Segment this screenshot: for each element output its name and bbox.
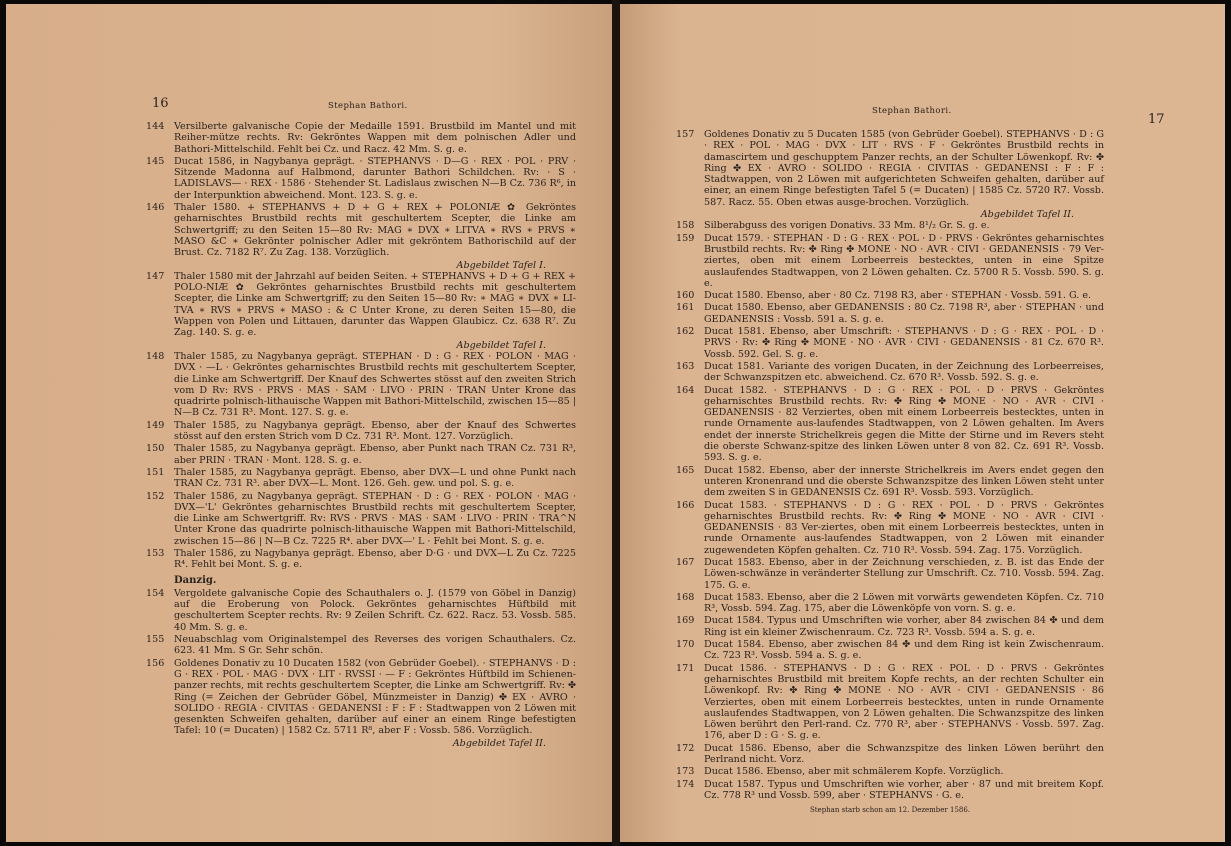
catalog-entry <box>676 743 1104 766</box>
entry-number: 170 <box>676 639 695 651</box>
entry-number: 150 <box>146 443 165 455</box>
entry-number: 145 <box>146 155 165 167</box>
catalog-entry <box>146 491 576 547</box>
entry-number: 156 <box>146 657 165 669</box>
entry-number: 173 <box>676 766 695 778</box>
entry-number: 161 <box>676 302 695 314</box>
entry-text: Versilberte galvanische Copie der Medaille 1591. Brustbild im Mantel und mit Reiher-mütze rechts. Rv: Gekröntes Wappen mit dem polnischen Adler und Bathori-Mittelschild. Fehlt bei Cz. und Racz. 42 Mm. S. g. e. <box>174 121 576 155</box>
entry-text: Vergoldete galvanische Copie des Schauthalers o. J. (1579 von Göbel in Danzig) auf die Eroberung von Polock. Gekröntes geharnischtes Hüftbild mit geschultertem Scepter rechts. Rv: 9 Zeilen Schrift. Cz. 622. Racz. 53. Vossb. 585. 40 Mm. S. g. e. <box>174 587 576 633</box>
entry-number: 160 <box>676 290 695 302</box>
entry-text: Ducat 1582. Ebenso, aber der innerste Strichelkreis im Avers endet gegen den unteren Kronenrand und die oberste Schwanzspitze des linken Löwen steht unter dem zweiten S in GEDANENSIS Cz. 691 R³. Vossb. 593. Vorzüglich. <box>704 464 1104 499</box>
entry-text: Ducat 1586. · STEPHANVS · D : G · REX · POL · D · PRVS · Gekröntes geharnischtes Brustbild mit breitem Kopfe rechts, an der rechten Schulter ein Löwenkopf. Rv: ✤ Ring ✤ MONE · NO · AVR · CIVI · GEDANENSIS · 86 Verziertes, oben mit einem Lorbeerreis bestecktes, unten in runde Ornamente auslaufendes Stadtwappen, von 2 Löwen gehalten. Die Schwanzspitze des linken Löwen berührt den Perl-rand. Cz. 770 R³, aber · STEPHANVS · Vossb. 597. Zag. 176, aber D : G · S. g. e. <box>704 662 1104 742</box>
catalog-entry <box>676 779 1104 802</box>
entry-text: Goldenes Donativ zu 10 Ducaten 1582 (von Gebrüder Goebel). · STEPHANVS · D : G · REX · POL · MAG · DVX · LIT · RVSSI · — F : Gekröntes Hüftbild im Schienen-panzer rechts, mit rechts geschultertem Scepter, die Linke am Schwertgriff. Rv: ✤ Ring (= Zeichen der Gebrüder Göbel, Münzmeister in Danzig) ✤ EX · AVRO · SOLIDO · REGIA · CIVITAS · GEDANENSI : F : F : Stadtwappen von 2 Löwen mit gesenkten Schweifen gehalten, darüber auf einer an einem Ringe befestigten Tafel: 10 (= Ducaten) | 1582 Cz. 5711 R⁸, aber F : Vossb. 586. Vorzüglich. <box>174 657 576 737</box>
entry-number: 155 <box>146 634 165 646</box>
plate-reference: Abgebildet Tafel I. <box>456 339 546 351</box>
catalog-entry <box>146 202 576 258</box>
catalog-entry <box>676 326 1104 360</box>
entry-text: Ducat 1586. Ebenso, aber die Schwanzspitze des linken Löwen berührt den Perlrand nicht. Vorz. <box>704 742 1104 766</box>
entry-text: Silberabguss des vorigen Donativs. 33 Mm. 8¹/₂ Gr. S. g. e. <box>704 220 990 232</box>
catalog-entry <box>676 592 1104 615</box>
book-gutter <box>612 0 620 846</box>
catalog-entry <box>676 385 1104 464</box>
catalog-entry <box>146 658 576 737</box>
entry-number: 151 <box>146 466 165 478</box>
catalog-entry <box>676 639 1104 662</box>
entry-number: 146 <box>146 202 165 214</box>
plate-reference: Abgebildet Tafel II. <box>452 737 546 749</box>
entry-text: Thaler 1586, zu Nagybanya geprägt. STEPHAN · D : G · REX · POLON · MAG · DVX—'L' Gekröntes geharnischtes Brustbild rechts mit geschultertem Scepter, die Linke am Schwertgriff. Rv: RVS · PRVS · MAS · SAM · LIVO · PRIN · TRA^N Unter Krone das quadrirte polnisch-lithauische Wappen mit Bathori-Mittelschild, zwischen 15—86 | N—B Cz. 7225 R⁴. aber DVX—' L · Fehlt bei Mont. S. g. e. <box>174 490 576 547</box>
entry-text: Neuabschlag vom Originalstempel des Reverses des vorigen Schauthalers. Cz. 623. 41 Mm. S Gr. Sehr schön. <box>174 634 576 657</box>
catalog-entry <box>146 121 576 155</box>
entry-number: 167 <box>676 556 695 568</box>
entry-text: Thaler 1585, zu Nagybanya geprägt. Ebenso, aber der Knauf des Schwertes stösst auf den ersten Strich vom D Cz. 731 R³. Mont. 127. Vorzüglich. <box>174 419 576 443</box>
catalog-entry <box>146 271 576 339</box>
entry-text: Ducat 1583. Ebenso, aber die 2 Löwen mit vorwärts gewendeten Köpfen. Cz. 710 R³, Vossb. 594. Zag. 175, aber die Löwenköpfe von vorn. S. g. e. <box>704 591 1104 615</box>
catalog-column <box>676 129 1104 817</box>
entry-number: 148 <box>146 350 165 362</box>
entry-number: 158 <box>676 220 695 232</box>
entry-number: 149 <box>146 419 165 431</box>
running-head: Stephan Bathori. <box>872 106 952 116</box>
catalog-entry <box>676 766 1104 777</box>
catalog-column <box>146 121 576 749</box>
catalog-entry <box>676 290 1104 301</box>
entry-number: 164 <box>676 384 695 396</box>
entry-text: Ducat 1586, in Nagybanya geprägt. · STEPHANVS · D—G · REX · POL · PRV · Sitzende Madonna auf Halbmond, darunter Bathori Schildchen. Rv: · S · LADISLAVS— · REX · 1586 · Stehender St. Ladislaus zwischen N—B Cz. 736 R⁶, in der Interpunktion abweichend. Mont. 123. S. g. e. <box>174 155 576 201</box>
catalog-entry <box>146 351 576 419</box>
entry-number: 152 <box>146 490 165 502</box>
catalog-entry <box>146 156 576 201</box>
entry-number: 165 <box>676 464 695 476</box>
plate-reference: Abgebildet Tafel II. <box>980 209 1074 221</box>
entry-text: Ducat 1586. Ebenso, aber mit schmälerem Kopfe. Vorzüglich. <box>704 766 1004 778</box>
plate-reference: Abgebildet Tafel I. <box>456 259 546 271</box>
footnote: Stephan starb schon am 12. Dezember 1586. <box>809 806 971 815</box>
page-number: 17 <box>1148 112 1165 127</box>
entry-number: 157 <box>676 129 695 140</box>
left-page <box>6 4 612 842</box>
entry-text: Thaler 1580 mit der Jahrzahl auf beiden Seiten. + STEPHANVS + D + G + REX + POLO-NIÆ ✿ Gekröntes geharnischtes Brustbild rechts mit geschultertem Scepter, die Linke am Schwertgriff; zu den Seiten 15—80 Rv: ∗ MAG ∗ DVX ∗ LI-TVA ∗ RVS ∗ PRVS ∗ MASO : & C Unter Krone, zu deren Seiten 15—80, die Wappen von Polen und Littauen, darunter das Wappen Glaubicz. Cz. 638 R⁷. Zu Zag. 140. S. g. e. <box>174 270 576 339</box>
entry-text: Thaler 1585, zu Nagybanya geprägt. STEPHAN · D : G · REX · POLON · MAG · DVX · —L · Gekröntes geharnischtes Brustbild rechts mit geschultertem Scepter, die Linke am Schwertgriff. Der Knauf des Schwertes stösst auf den zweiten Strich vom D Rv: RVS · PRVS · MAS · SAM · LIVO · PRIN · TRAN Unter Krone das quadrirte polnisch-lithauische Wappen mit Bathori-Mittelschild, zwischen 15—85 | N—B Cz. 731 R³. Mont. 127. S. g. e. <box>174 350 576 419</box>
entry-number: 166 <box>676 499 695 511</box>
catalog-entry <box>146 634 576 657</box>
entry-text: Ducat 1583. · STEPHANVS · D : G · REX · POL · D · PRVS · Gekröntes geharnischtes Brustbild rechts. Rv: ✤ Ring ✤ MONE · NO · AVR · CIVI · GEDANENSIS · 83 Ver-ziertes, oben mit einem Lorbeerreis bestecktes, unten in runde Ornamente aus-laufendes Stadtwappen, von 2 Löwen mit einander zugewendeten Köpfen gehalten. Cz. 710 R³. Vossb. 594. Zag. 175. Vorzüglich. <box>704 499 1104 556</box>
entry-text: Ducat 1581. Ebenso, aber Umschrift: · STEPHANVS · D : G · REX · POL · D · PRVS · Rv: ✤ Ring ✤ MONE · NO · AVR · CIVI · GEDANENSIS · 81 Cz. 670 R³. Vossb. 592. Gel. S. g. e. <box>704 326 1104 360</box>
entry-text: Thaler 1585, zu Nagybanya geprägt. Ebenso, aber Punkt nach TRAN Cz. 731 R³, aber PRIN · TRAN · Mont. 128. S. g. e. <box>174 443 576 466</box>
entry-number: 171 <box>676 662 695 674</box>
catalog-entry <box>676 220 1104 231</box>
catalog-entry <box>676 663 1104 742</box>
entry-number: 144 <box>146 121 165 132</box>
entry-number: 162 <box>676 326 695 338</box>
catalog-entry <box>146 420 576 443</box>
catalog-entry <box>676 302 1104 325</box>
catalog-entry <box>146 588 576 633</box>
entry-text: Thaler 1585, zu Nagybanya geprägt. Ebenso, aber DVX—L und ohne Punkt nach TRAN Cz. 731 R³. aber DVX—L. Mont. 126. Geh. gew. und pol. S. g. e. <box>174 466 576 490</box>
catalog-entry <box>146 443 576 466</box>
catalog-entry <box>676 500 1104 556</box>
entry-number: 168 <box>676 591 695 603</box>
page-number: 16 <box>152 96 169 111</box>
entry-text: Ducat 1579. · STEPHAN · D : G · REX · POL · D · PRVS · Gekröntes geharnischtes Brustbild rechts. Rv: ✤ Ring ✤ MONE · NO · AVR · CIVI · GEDANENSIS · 79 Ver-ziertes, oben mit einem Lorbeerreis bestecktes, unten in eine Spitze auslaufendes Stadtwappen, von 2 Löwen gehalten. Cz. 5700 R 5. Vossb. 590. S. g. e. <box>704 232 1104 289</box>
entry-text: Ducat 1581. Variante des vorigen Ducaten, in der Zeichnung des Lorbeerreises, der Schwanzspitzen etc. abweichend. Cz. 670 R³. Vossb. 592. S. g. e. <box>704 360 1104 384</box>
right-page <box>620 4 1225 842</box>
entry-text: Thaler 1580. + STEPHANVS + D + G + REX + POLONIÆ ✿ Gekröntes geharnischtes Brustbild rechts mit geschultertem Scepter, die Linke am Schwertgriff; zu den Seiten 15—80 Rv: MAG ∗ DVX ∗ LITVA ∗ RVS ∗ PRVS ∗ MASO &C ∗ Gekrönter polnischer Adler mit gekröntem Bathorischild auf der Brust. Cz. 7182 R⁷. Zu Zag. 138. Vorzüglich. <box>174 202 576 259</box>
section-heading: Danzig. <box>174 574 217 586</box>
entry-text: Ducat 1587. Typus und Umschriften wie vorher, aber · 87 und mit breitem Kopf. Cz. 778 R³ und Vossb. 599, aber · STEPHANVS · G. e. <box>704 778 1104 801</box>
catalog-entry <box>146 548 576 571</box>
entry-text: Thaler 1586, zu Nagybanya geprägt. Ebenso, aber D·G · und DVX—L Zu Cz. 7225 R⁴. Fehlt bei Mont. S. g. e. <box>174 547 576 571</box>
entry-text: Ducat 1580. Ebenso, aber GEDANENSIS : 80 Cz. 7198 R³, aber · STEPHAN · und GEDANENSIS : Vossb. 591 a. S. g. e. <box>704 302 1104 325</box>
entry-number: 163 <box>676 360 695 372</box>
catalog-entry <box>676 361 1104 384</box>
entry-number: 153 <box>146 547 165 559</box>
entry-number: 154 <box>146 587 165 599</box>
catalog-entry <box>676 129 1104 208</box>
catalog-entry <box>676 465 1104 499</box>
catalog-entry <box>676 233 1104 289</box>
entry-text: Ducat 1580. Ebenso, aber · 80 Cz. 7198 R3, aber · STEPHAN · Vossb. 591. G. e. <box>704 290 1092 302</box>
catalog-entry <box>676 615 1104 638</box>
entry-number: 172 <box>676 742 695 754</box>
entry-text: Goldenes Donativ zu 5 Ducaten 1585 (von Gebrüder Goebel). STEPHANVS · D : G · REX · POL · MAG · DVX · LIT · RVS · F · Gekröntes Brustbild rechts in damascirtem und geschupptem Panzer rechts, an der Schulter Löwenkopf. Rv: ✤ Ring ✤ EX · AVRO · SOLIDO · REGIA · CIVITAS · GEDANENSI : F : F : Stadtwappen, von 2 Löwen mit aufgerichteten Schweifen gehalten, darüber auf einer, an einem Ringe befestigten Tafel 5 (= Ducaten) | 1585 Cz. 5720 R7. Vossb. 587. Racz. 55. Oben etwas ausge-brochen. Vorzüglich. <box>704 129 1104 208</box>
running-head: Stephan Bathori. <box>328 101 408 111</box>
entry-text: Ducat 1582. · STEPHANVS · D : G · REX · POL · D · PRVS · Gekröntes geharnischtes Brustbild rechts. Rv: ✤ Ring ✤ MONE · NO · AVR · CIVI · GEDANENSIS · 82 Verziertes, oben mit einem Lorbeerreis bestecktes, unten in runde Ornamente aus-laufendes Stadtwappen, von 2 Löwen gehalten. Im Avers endet der innerste Strichelkreis gegen die Mitte der Stirne und im Revers steht die oberste Schwanz-spitze des linken Löwen unter 8 von 82. Cz. 691 R³. Vossb. 593. S. g. e. <box>704 384 1104 464</box>
catalog-entry <box>676 557 1104 591</box>
entry-number: 147 <box>146 270 165 282</box>
entry-number: 169 <box>676 615 695 627</box>
entry-text: Ducat 1583. Ebenso, aber in der Zeichnung verschieden, z. B. ist das Ende der Löwen-schwänze in veränderter Stellung zur Umschrift. Cz. 710. Vossb. 594. Zag. 175. G. e. <box>704 556 1104 591</box>
entry-number: 174 <box>676 778 695 790</box>
entry-number: 159 <box>676 232 695 244</box>
entry-text: Ducat 1584. Typus und Umschriften wie vorher, aber 84 zwischen 84 ✤ und dem Ring ist ein kleiner Zwischenraum. Cz. 723 R³. Vossb. 594 a. S. g. e. <box>704 615 1104 638</box>
catalog-entry <box>146 467 576 490</box>
entry-text: Ducat 1584. Ebenso, aber zwischen 84 ✤ und dem Ring ist kein Zwischenraum. Cz. 723 R³. Vossb. 594 a. S. g. e. <box>704 639 1104 662</box>
